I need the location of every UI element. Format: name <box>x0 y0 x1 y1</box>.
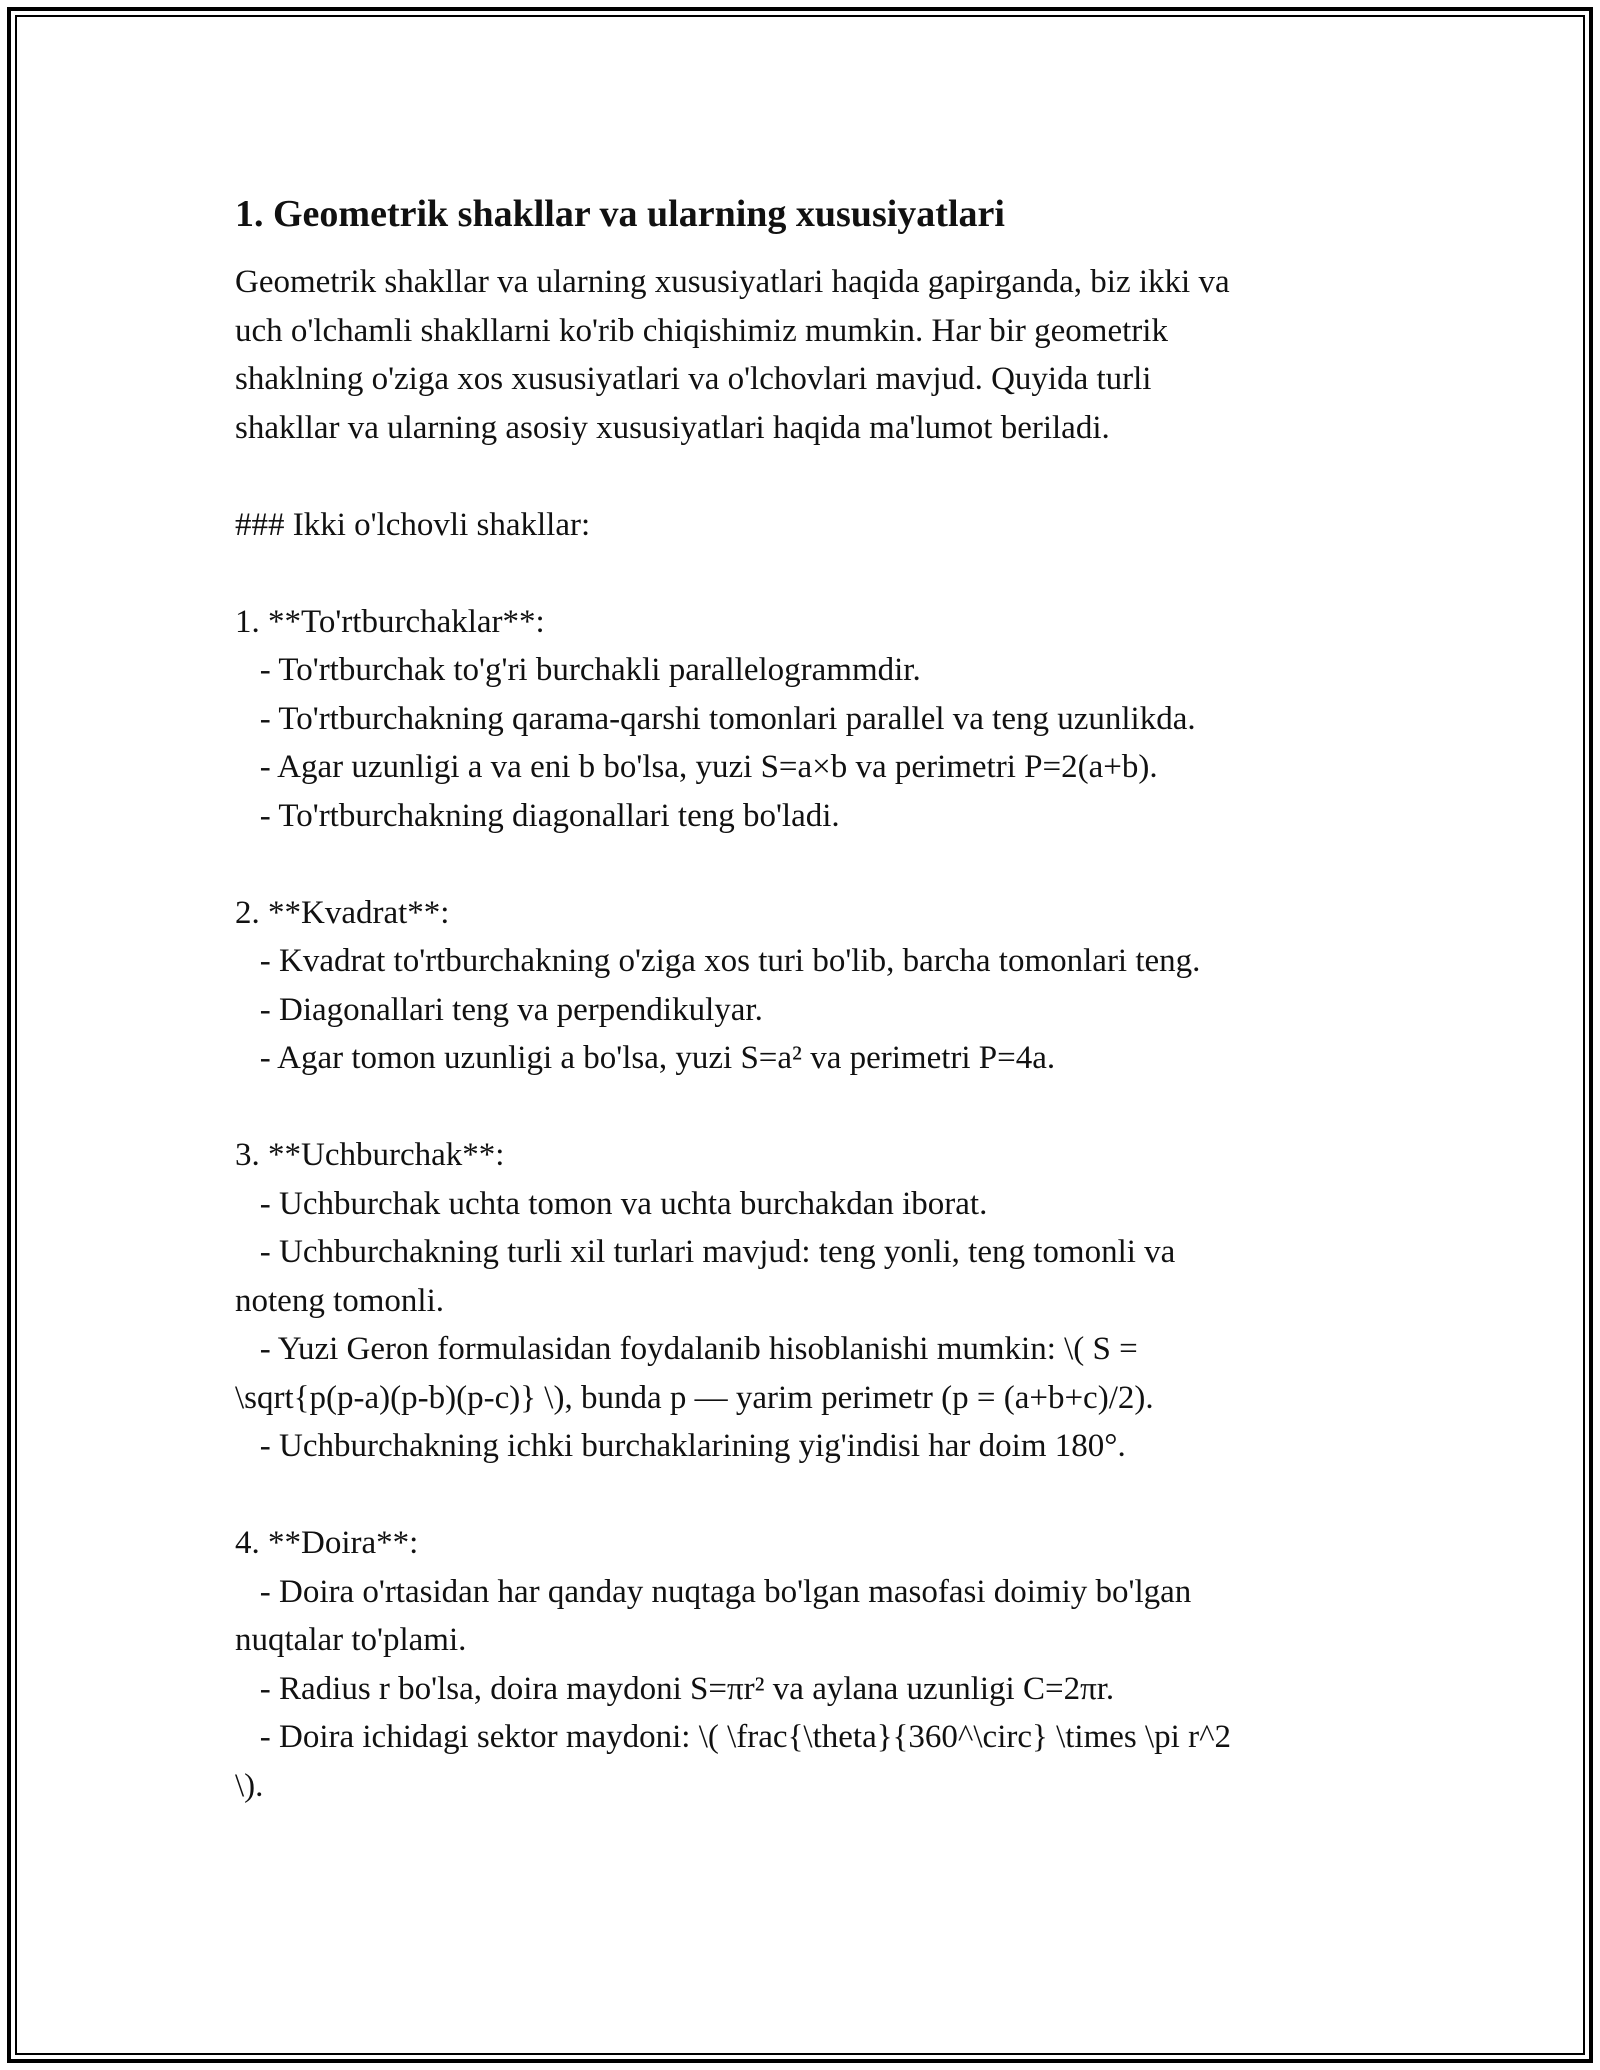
document-title: 1. Geometrik shakllar va ularning xususiyatlari <box>235 193 1005 235</box>
document-body: Geometrik shakllar va ularning xususiyatlari haqida gapirganda, biz ikki va uch o'lchamli shakllarni ko'rib chiqishimiz mumkin. Har bir geometrik shaklning o'ziga xos xususiyatlari va o'lchovlari mavjud. Quyida turli shakllar va ularning asosiy xususiyatlari haqida ma'lumot beriladi. ### Ikki o'lchovli shakllar: 1. **To'rtburchaklar**: - To'rtburchak to'g'ri burchakli parallelogrammdir. - To'rtburchakning qarama-qarshi tomonlari parallel va teng uzunlikda. - Agar uzunligi a va eni b bo'lsa, yuzi S=a×b va perimetri P=2(a+b). - To'rtburchakning diagonallari teng bo'ladi. 2. **Kvadrat**: - Kvadrat to'rtburchakning o'ziga xos turi bo'lib, barcha tomonlari teng. - Diagonallari teng va perpendikulyar. - Agar tomon uzunligi a bo'lsa, yuzi S=a² va perimetri P=4a. 3. **Uchburchak**: - Uchburchak uchta tomon va uchta burchakdan iborat. - Uchburchakning turli xil turlari mavjud: teng yonli, teng tomonli va noteng tomonli. - Yuzi Geron formulasidan foydalanib hisoblanishi mumkin: \( S = \sqrt{p(p-a)(p-b)(p-c)} \), bunda p — yarim perimetr (p = (a+b+c)/2). - Uchburchakning ichki burchaklarining yig'indisi har doim 180°. 4. **Doira**: - Doira o'rtasidan har qanday nuqtaga bo'lgan masofasi doimiy bo'lgan nuqtalar to'plami. - Radius r bo'lsa, doira maydoni S=πr² va aylana uzunligi C=2πr. - Doira ichidagi sektor maydoni: \( \frac{\theta}{360^\circ} \times \pi r^2 \). <box>235 264 1232 1804</box>
document-content <box>235 190 1365 1810</box>
